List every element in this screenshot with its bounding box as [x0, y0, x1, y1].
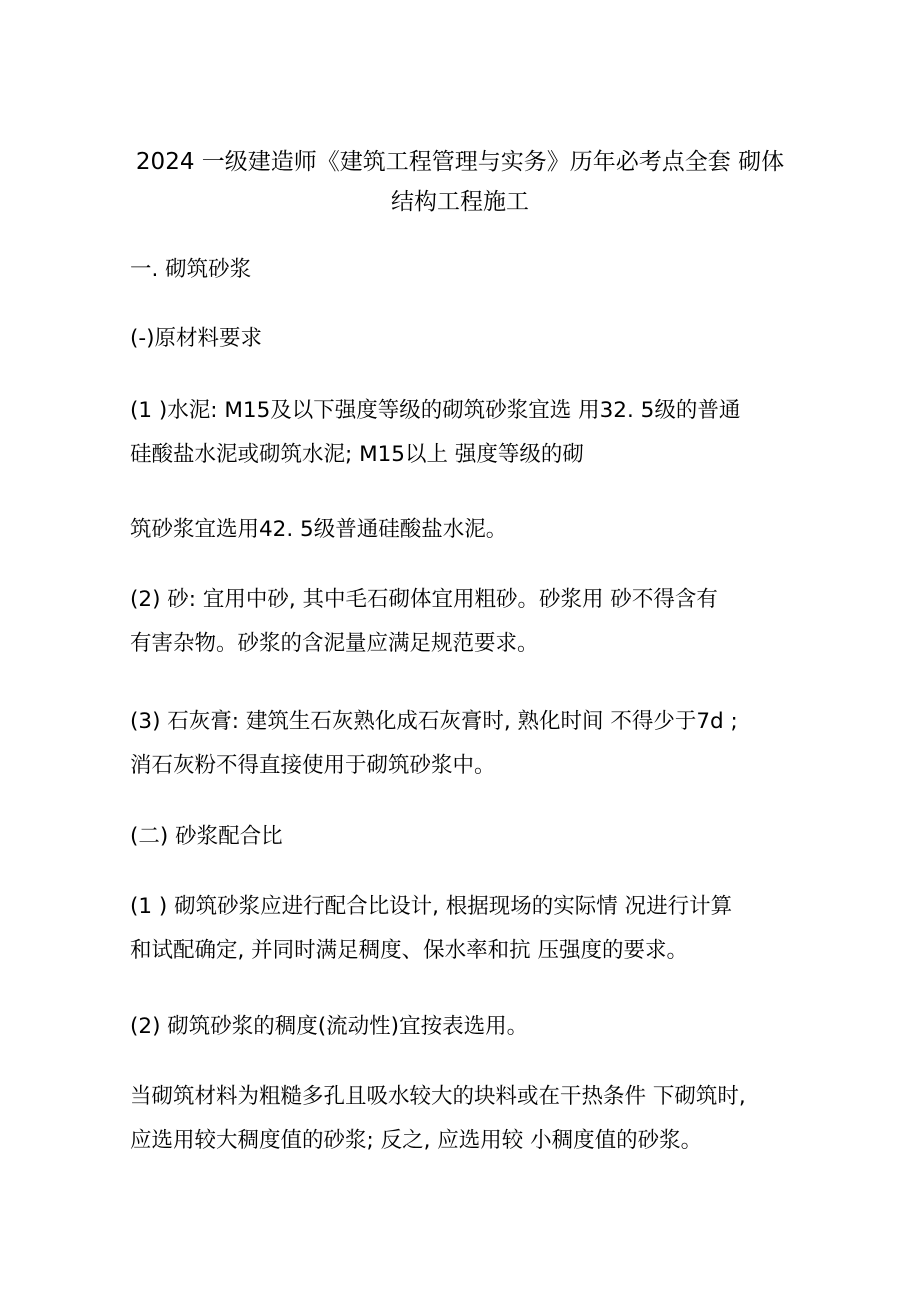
paragraph-line: (1 ) 砌筑砂浆应进行配合比设计, 根据现场的实际情 况进行计算	[130, 894, 733, 919]
document-title	[110, 142, 810, 222]
paragraph-line: 和试配确定, 并同时满足稠度、保水率和抗 压强度的要求。	[130, 938, 689, 963]
paragraph-line: (3) 石灰膏: 建筑生石灰熟化成石灰膏时, 熟化时间 不得少于7d ;	[130, 709, 738, 734]
paragraph-line: 消石灰粉不得直接使用于砌筑砂浆中。	[130, 753, 496, 778]
section-heading-mortar: 一. 砌筑砂浆	[130, 257, 252, 282]
paragraph-line: (2) 砂: 宜用中砂, 其中毛石砌体宜用粗砂。砂浆用 砂不得含有	[130, 587, 718, 612]
subsection-heading-mix-ratio: (二) 砂浆配合比	[130, 824, 283, 849]
paragraph-sand	[130, 578, 810, 666]
paragraph-line: (1 )水泥: M15及以下强度等级的砌筑砂浆宜选 用32. 5级的普通	[130, 398, 741, 423]
title-line-2: 结构工程施工	[391, 189, 529, 215]
paragraph-consistency: (2) 砌筑砂浆的稠度(流动性)宜按表选用。	[130, 1014, 529, 1039]
subsection-heading-raw-materials: (-)原材料要求	[130, 326, 263, 351]
paragraph-cement	[130, 389, 810, 477]
paragraph-line: 当砌筑材料为粗糙多孔且吸水较大的块料或在干热条件 下砌筑时,	[130, 1084, 746, 1109]
paragraph-lime-paste	[130, 700, 810, 788]
paragraph-cement-continued: 筑砂浆宜选用42. 5级普通硅酸盐水泥。	[130, 517, 508, 542]
paragraph-line: 有害杂物。砂浆的含泥量应满足规范要求。	[130, 631, 539, 656]
title-line-1: 2024 一级建造师《建筑工程管理与实务》历年必考点全套 砌体	[135, 149, 785, 175]
paragraph-line: 应选用较大稠度值的砂浆; 反之, 应选用较 小稠度值的砂浆。	[130, 1128, 703, 1153]
paragraph-line: 硅酸盐水泥或砌筑水泥; M15以上 强度等级的砌	[130, 442, 584, 467]
paragraph-mix-design	[130, 885, 810, 973]
paragraph-consistency-note	[130, 1075, 810, 1163]
